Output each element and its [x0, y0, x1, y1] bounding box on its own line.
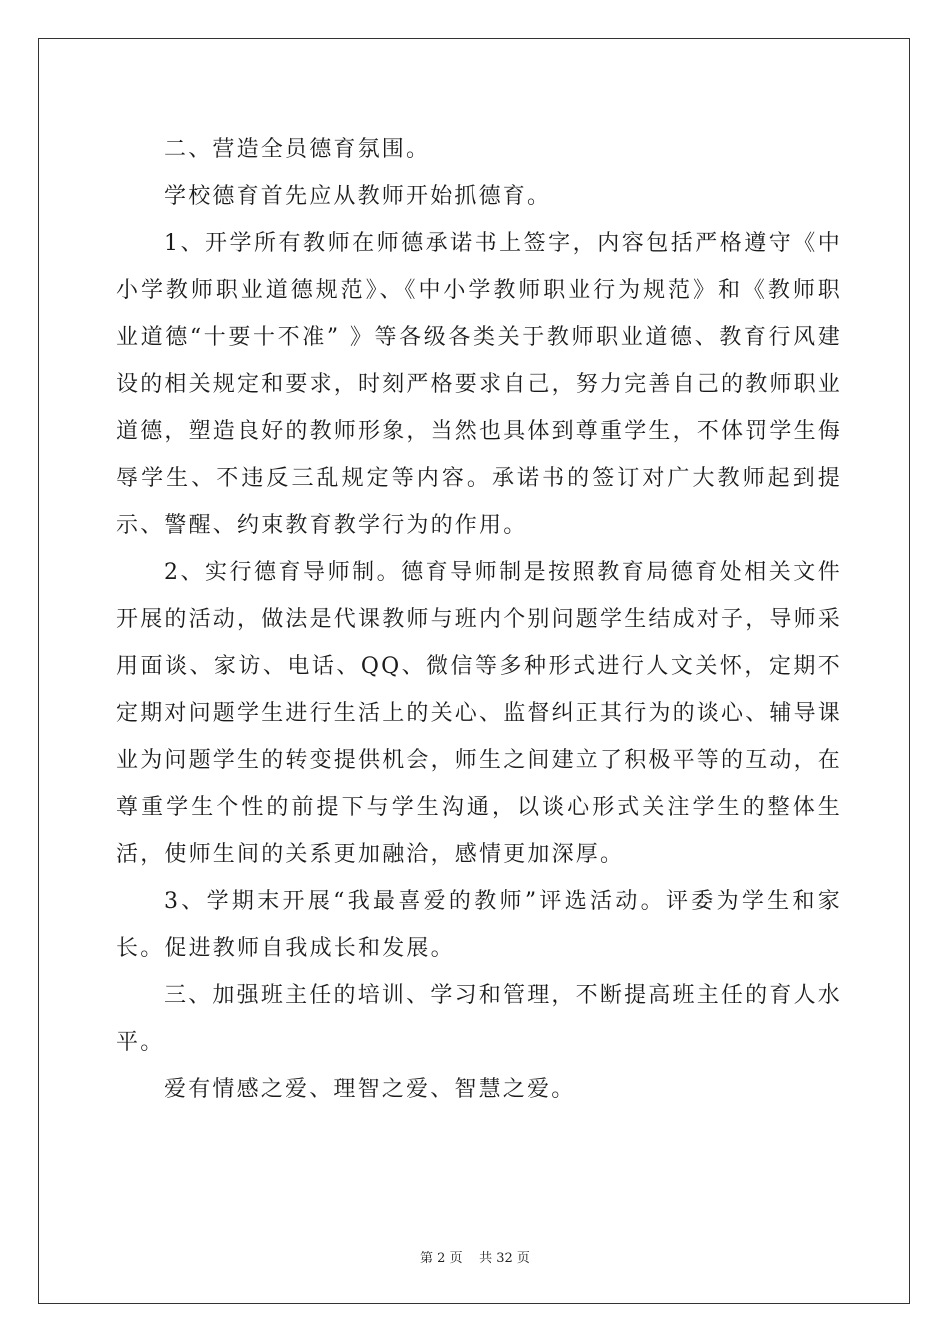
page-footer [0, 1247, 950, 1266]
paragraph: 学校德育首先应从教师开始抓德育。 [164, 184, 552, 209]
paragraph: 3、学期末开展“我最喜爱的教师”评选活动。评委为学生和家长。促进教师自我成长和发展。 [116, 889, 842, 961]
paragraph: 爱有情感之爱、理智之爱、智慧之爱。 [164, 1077, 576, 1102]
paragraph: 1、开学所有教师在师德承诺书上签字，内容包括严格遵守《中小学教师职业道德规范》、《中小学教师职业行为规范》和《教师职业道德“十要十不准” 》等各级各类关于教师职业道德、教育行风建设的相关规定和要求，时刻严格要求自己，努力完善自己的教师职业道德，塑造良好的教师形象，当然也具体到尊重学生，不体罚学生侮辱学生、不违反三乱规定等内容。承诺书的签订对广大教师起到提示、警醒、约束教育教学行为的作用。 [116, 231, 843, 538]
paragraph: 2、实行德育导师制。德育导师制是按照教育局德育处相关文件开展的活动，做法是代课教师与班内个别问题学生结成对子，导师采用面谈、家访、电话、QQ、微信等多种形式进行人文关怀，定期不定期对问题学生进行生活上的关心、监督纠正其行为的谈心、辅导课业为问题学生的转变提供机会，师生之间建立了积极平等的互动，在尊重学生个性的前提下与学生沟通，以谈心形式关注学生的整体生活，使师生间的关系更加融洽，感情更加深厚。 [116, 560, 843, 867]
paragraph: 三、加强班主任的培训、学习和管理，不断提高班主任的育人水平。 [116, 983, 842, 1055]
page-total: 共 32 页 [479, 1251, 530, 1266]
document-body [116, 126, 842, 1113]
paragraph: 二、营造全员德育氛围。 [164, 137, 431, 162]
page-number: 第 2 页 [420, 1251, 463, 1266]
